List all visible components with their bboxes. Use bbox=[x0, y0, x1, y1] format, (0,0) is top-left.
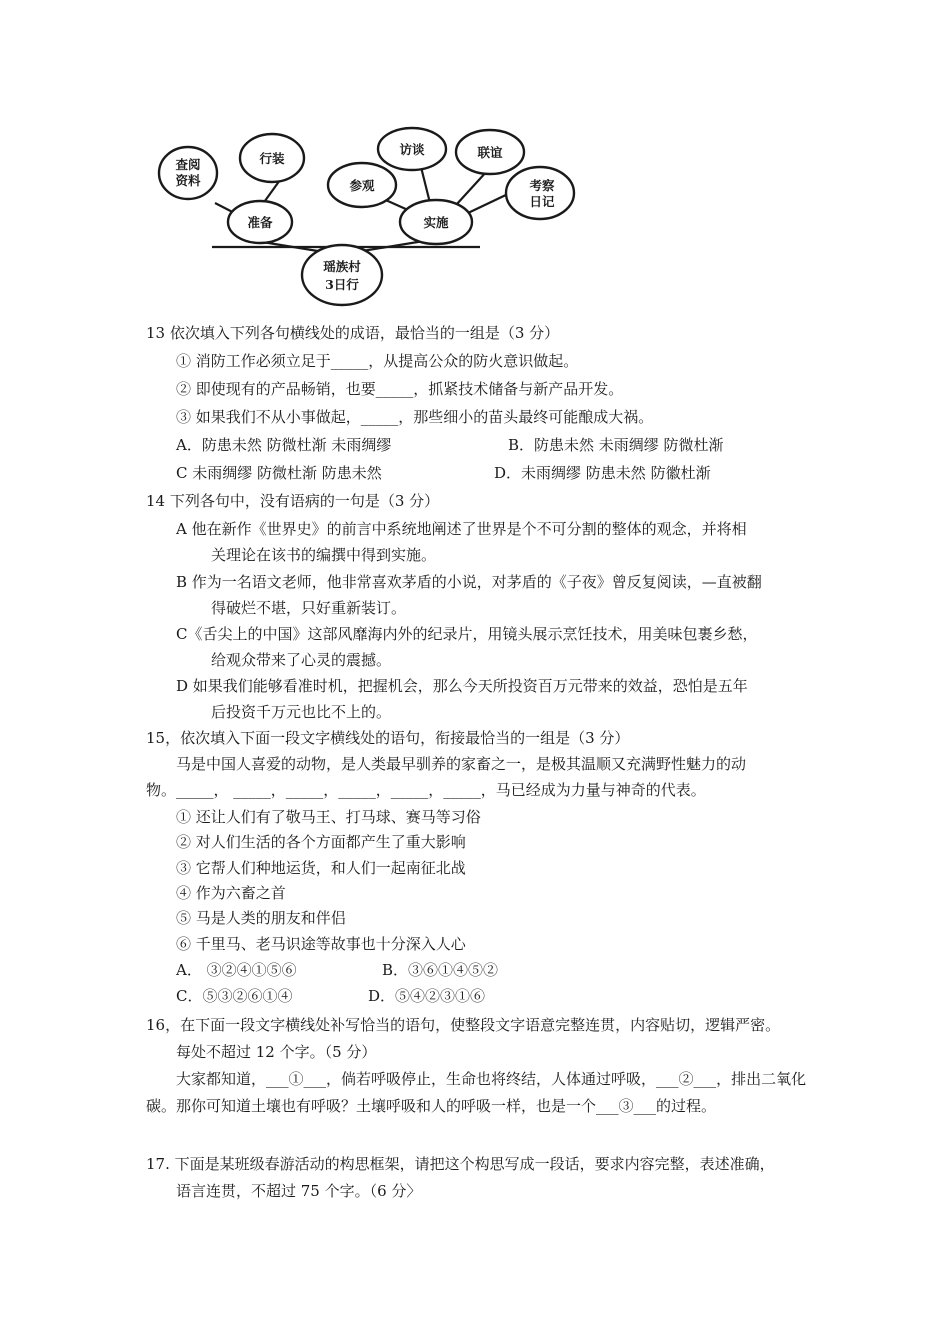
node-xingzhuang-label: 行装 bbox=[259, 151, 285, 166]
q16-stem-line-2: 每处不超过 12 个字。（5 分） bbox=[176, 1043, 377, 1061]
node-root-label-2: 3日行 bbox=[325, 277, 359, 292]
q15-stem: 15，依次填入下面一段文字横线处的语句，衔接最恰当的一组是（3 分） bbox=[146, 729, 630, 747]
q14-option-b-line-2: 得破烂不堪，只好重新装订。 bbox=[211, 599, 407, 617]
q13-sentence-1: ① 消防工作必须立足于_____，从提高公众的防火意识做起。 bbox=[176, 352, 579, 370]
q15-item-4: ④ 作为六畜之首 bbox=[176, 884, 286, 902]
q16-stem-line-1: 16，在下面一段文字横线处补写恰当的语句，使整段文字语意完整连贯，内容贴切，逻辑严密。 bbox=[146, 1016, 781, 1034]
node-chayue-label-2: 资料 bbox=[175, 173, 201, 188]
q15-passage-line-1: 马是中国人喜爱的动物，是人类最早驯养的家畜之一，是极其温顺又充满野性魅力的动 bbox=[176, 755, 747, 773]
node-fangtan-label: 访谈 bbox=[399, 142, 425, 157]
q14-option-a-line-1: A 他在新作《世界史》的前言中系统地阐述了世界是个不可分割的整体的观念，并将相 bbox=[176, 520, 747, 538]
node-zhunbei-label: 准备 bbox=[247, 215, 273, 230]
q15-item-5: ⑤ 马是人类的朋友和伴侣 bbox=[176, 909, 346, 927]
q16-text-1a: 大家都知道， bbox=[176, 1070, 267, 1088]
node-kaocha-label-2: 日记 bbox=[529, 194, 555, 209]
q14-option-d-line-1: D 如果我们能够看准时机，把握机会，那么今天所投资百万元带来的效益，恐怕是五年 bbox=[176, 677, 748, 695]
q15-option-b: B．③⑥①④⑤② bbox=[382, 961, 499, 979]
q15-passage-line-2: 物。_____， _____，_____，_____，_____，_____，马已经成为力量与神奇的代表。 bbox=[146, 781, 706, 799]
q14-option-d-line-2: 后投资千万元也比不上的。 bbox=[211, 703, 392, 721]
q13-option-b: B．防患未然 未雨绸缪 防微杜渐 bbox=[508, 436, 724, 454]
node-kaocha bbox=[506, 167, 574, 219]
node-root-label-1: 瑶族村 bbox=[323, 259, 361, 274]
q16-text-1c: ，排出二氧化 bbox=[716, 1070, 807, 1088]
q16-text-1b: ，倘若呼吸停止，生命也将终结，人体通过呼吸， bbox=[326, 1070, 657, 1088]
q17-stem-line-2: 语言连贯，不超过 75 个字。（6 分〉 bbox=[176, 1182, 422, 1200]
q13-stem: 13 依次填入下列各句横线处的成语，最恰当的一组是（3 分） bbox=[146, 324, 560, 342]
tree-diagram bbox=[150, 125, 590, 310]
q16-blank-3: ___③___ bbox=[596, 1097, 657, 1115]
q15-option-d: D．⑤④②③①⑥ bbox=[368, 987, 486, 1005]
q13-option-d: D．未雨绸缪 防患未然 防徽杜渐 bbox=[494, 464, 711, 482]
node-root bbox=[302, 245, 382, 305]
q16-text-2b: 的过程。 bbox=[656, 1097, 717, 1115]
q13-option-c: C 未雨绸缪 防微杜渐 防患未然 bbox=[176, 464, 382, 482]
q13-option-a: A．防患未然 防微杜渐 未雨绸缪 bbox=[176, 436, 392, 454]
q15-option-c: C．⑤③②⑥①④ bbox=[176, 987, 293, 1005]
q15-item-6: ⑥ 千里马、老马识途等故事也十分深入人心 bbox=[176, 935, 466, 953]
node-chayue-label-1: 查阅 bbox=[175, 157, 201, 172]
q16-blank-2: ___②___ bbox=[656, 1070, 717, 1088]
q16-text-2a: 碳。那你可知道土壤也有呼吸？土壤呼吸和人的呼吸一样，也是一个 bbox=[146, 1097, 597, 1115]
q17-stem-line-1: 17. 下面是某班级春游活动的构思框架，请把这个构思写成一段话，要求内容完整，表述准确， bbox=[146, 1155, 775, 1173]
q13-sentence-2: ② 即使现有的产品畅销，也要_____，抓紧技术储备与新产品开发。 bbox=[176, 380, 624, 398]
node-shishi-label: 实施 bbox=[423, 215, 449, 230]
q14-option-a-line-2: 关理论在该书的编撰中得到实施。 bbox=[211, 546, 437, 564]
q16-passage-line-2 bbox=[146, 1093, 716, 1119]
node-kaocha-label-1: 考察 bbox=[529, 178, 555, 193]
q14-stem: 14 下列各句中，没有语病的一句是（3 分） bbox=[146, 492, 440, 510]
q14-option-c-line-2: 给观众带来了心灵的震撼。 bbox=[211, 651, 392, 669]
q16-passage-line-1 bbox=[176, 1066, 806, 1092]
q15-item-3: ③ 它帮人们种地运货，和人们一起南征北战 bbox=[176, 859, 466, 877]
q14-option-b-line-1: B 作为一名语文老师，他非常喜欢茅盾的小说，对茅盾的《子夜》曾反复阅读，—直被翻 bbox=[176, 573, 762, 591]
q15-item-1: ① 还让人们有了敬马王、打马球、赛马等习俗 bbox=[176, 808, 481, 826]
node-lianyi-label: 联谊 bbox=[477, 145, 503, 160]
q15-option-a: A． ③②④①⑤⑥ bbox=[176, 961, 297, 979]
q14-option-c-line-1: C《舌尖上的中国》这部风靡海内外的纪录片，用镜头展示烹饪技术，用美味包裹乡愁， bbox=[176, 625, 758, 643]
q15-item-2: ② 对人们生活的各个方面都产生了重大影响 bbox=[176, 833, 466, 851]
q13-sentence-3: ③ 如果我们不从小事做起，_____，那些细小的苗头最终可能酿成大祸。 bbox=[176, 408, 654, 426]
q16-blank-1: ___①___ bbox=[266, 1070, 327, 1088]
node-canguan-label: 参观 bbox=[349, 178, 375, 193]
